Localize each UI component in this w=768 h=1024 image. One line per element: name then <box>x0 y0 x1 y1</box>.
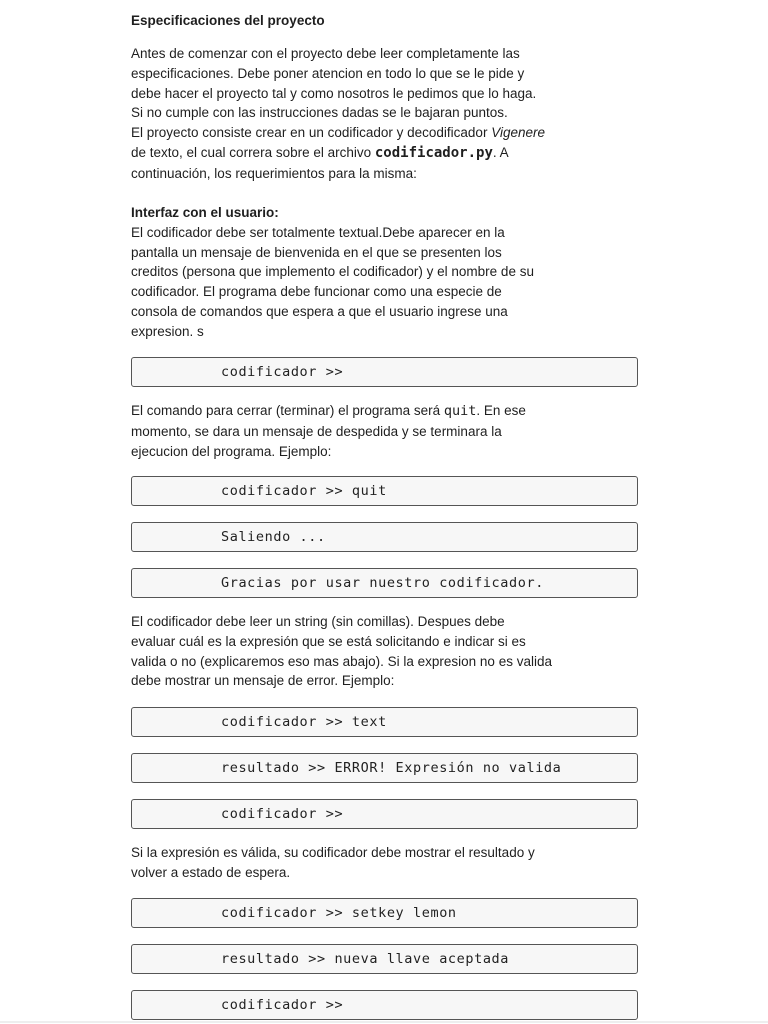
interface-line: El codificador debe ser totalmente textual.Debe aparecer en la <box>131 224 505 240</box>
code-line: codificador >> <box>221 997 344 1013</box>
interface-section <box>131 203 651 342</box>
code-line: codificador >> <box>221 806 344 822</box>
intro-text: . A <box>492 144 509 160</box>
document-title: Especificaciones del proyecto <box>131 13 325 28</box>
code-line: codificador >> <box>221 364 344 380</box>
quit-paragraph <box>131 401 651 461</box>
intro-line <box>131 123 651 143</box>
interface-line: creditos (persona que implemento el codificador) y el nombre de su <box>131 264 534 280</box>
code-line: codificador >> text <box>221 714 387 730</box>
code-line: Gracias por usar nuestro codificador. <box>221 575 544 591</box>
code-block <box>131 799 638 829</box>
code-block <box>131 707 638 737</box>
code-block <box>131 476 638 506</box>
interface-line: pantalla un mensaje de bienvenida en el que se presenten los <box>131 244 502 260</box>
quit-text: El comando para cerrar (terminar) el programa será <box>131 403 444 418</box>
code-block <box>131 357 638 387</box>
code-block <box>131 990 638 1020</box>
page-bottom-divider <box>0 1021 768 1023</box>
interface-line: consola de comandos que espera a que el usuario ingrese una <box>131 303 508 319</box>
code-line: resultado >> nueva llave aceptada <box>221 951 510 967</box>
quit-code: quit <box>443 403 477 419</box>
interface-line: codificador. El programa debe funcionar como una especie de <box>131 284 502 300</box>
string-line: El codificador debe leer un string (sin comillas). Despues debe <box>131 614 505 629</box>
code-block <box>131 522 638 552</box>
section-heading: Interfaz con el usuario: <box>131 205 279 220</box>
valid-paragraph <box>131 843 651 883</box>
quit-text: . En ese <box>476 403 526 418</box>
intro-line: especificaciones. Debe poner atencion en todo lo que se le pide y <box>131 65 525 81</box>
string-line: valida o no (explicaremos eso mas abajo). Si la expresion no es valida <box>131 653 552 669</box>
string-paragraph <box>131 612 651 691</box>
code-block <box>131 944 638 974</box>
code-line: codificador >> quit <box>221 483 387 499</box>
code-line: resultado >> ERROR! Expresión no valida <box>221 760 562 776</box>
code-block <box>131 753 638 783</box>
intro-line: Antes de comenzar con el proyecto debe leer completamente las <box>131 46 520 61</box>
quit-line <box>131 401 651 422</box>
intro-line <box>131 143 651 164</box>
string-line: debe mostrar un mensaje de error. Ejemplo: <box>131 673 395 689</box>
intro-text: El proyecto consiste crear en un codificador y decodificador <box>131 125 492 141</box>
code-line: codificador >> setkey lemon <box>221 905 457 921</box>
filename-code: codificador.py <box>374 144 493 161</box>
intro-line: debe hacer el proyecto tal y como nosotros le pedimos que lo haga. <box>131 85 537 101</box>
quit-line: ejecucion del programa. Ejemplo: <box>131 443 332 459</box>
code-block <box>131 568 638 598</box>
valid-line: volver a estado de espera. <box>131 864 291 880</box>
intro-text: de texto, el cual correra sobre el archivo <box>131 144 375 160</box>
intro-line: continuación, los requerimientos para la misma: <box>131 165 417 181</box>
quit-line: momento, se dara un mensaje de despedida y se terminara la <box>131 423 502 439</box>
intro-paragraph <box>131 44 651 184</box>
code-line: Saliendo ... <box>221 529 326 545</box>
vigenere-term: Vigenere <box>491 125 545 141</box>
valid-line: Si la expresión es válida, su codificador debe mostrar el resultado y <box>131 845 535 860</box>
string-line: evaluar cuál es la expresión que se está solicitando e indicar si es <box>131 633 526 649</box>
code-block <box>131 898 638 928</box>
interface-line: expresion. s <box>131 323 204 339</box>
intro-line: Si no cumple con las instrucciones dadas se le bajaran puntos. <box>131 105 508 121</box>
